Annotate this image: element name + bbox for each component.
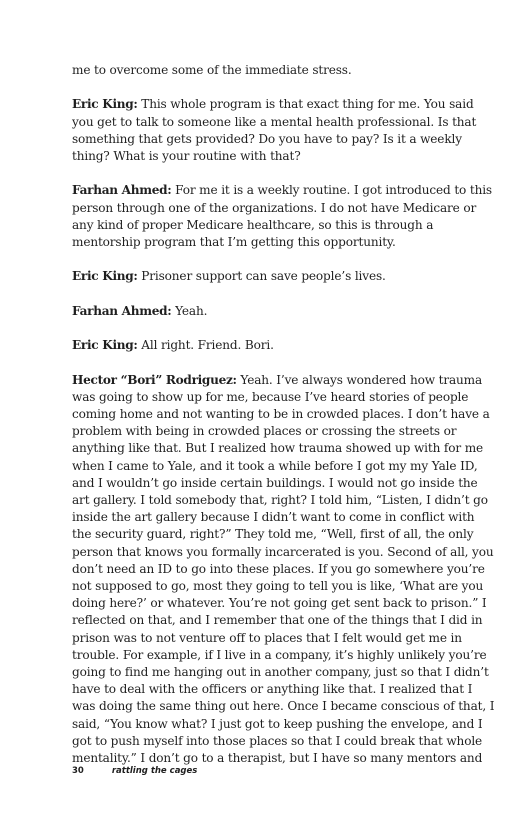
running-title: rattling the cages — [111, 766, 198, 776]
paragraph-farhan-ahmed-1 — [72, 182, 496, 251]
speaker-name: Farhan Ahmed: — [72, 303, 172, 318]
paragraph-text: Prisoner support can save people’s lives. — [137, 269, 386, 284]
speaker-name: Eric King: — [72, 97, 138, 112]
paragraph-hector-rodriguez — [72, 372, 496, 768]
paragraph-text: All right. Friend. Bori. — [137, 338, 274, 353]
paragraph-text: Yeah. — [171, 303, 208, 318]
body-text — [72, 62, 496, 784]
paragraph-text: me to overcome some of the immediate stress. — [72, 63, 352, 77]
paragraph-text: For me it is a weekly routine. I got introduced to this person through one of the organizations. I do not have Medicare or any kind of proper Medicare healthcare, so this is through a mentorship program that I’m getting this opportunity. — [72, 183, 492, 249]
paragraph-continuation — [72, 62, 496, 79]
speaker-name: Eric King: — [72, 269, 138, 284]
speaker-name: Eric King: — [72, 338, 138, 353]
page-number: 30 — [72, 766, 84, 776]
paragraph-eric-king-3 — [72, 337, 496, 354]
paragraph-text: Yeah. I’ve always wondered how trauma was going to show up for me, because I’ve heard stories of people coming home and not wanting to be in crowded places. I don’t have a problem with being in crowded places or crossing the streets or anything like that. But I realized how trauma showed up with for me when I came to Yale, and it took a while before I got my my Yale ID, and I wouldn’t go inside certain buildings. I would not go inside the art gallery. I told somebody that, right? I told him, “Listen, I didn’t go inside the art gallery because I didn’t want to come in conflict with the security guard, right?” They told me, “Well, first of all, the only person that knows you formally incarcerated is you. Second of all, you don’t need an ID to go into these places. If you go somewhere you’re not supposed to go, most they going to tell you is like, ‘What are you doing here?’ or whatever. You’re not going get sent back to prison.” I reflected on that, and I remember that one of the things that I did in prison was to not venture off to places that I felt would get me in trouble. For example, if I live in a company, it’s highly unlikely you’re going to find me hanging out in another company, just so that I didn’t have to deal with the officers or anything like that. I realized that I was doing the same thing out here. Once I became conscious of that, I said, “You know what? I just got to keep pushing the envelope, and I got to push myself into those places so that I could break that whole mentality.” I don’t go to a therapist, but I have so many mentors and — [72, 372, 495, 766]
paragraph-farhan-ahmed-2 — [72, 303, 496, 320]
paragraph-eric-king-1 — [72, 96, 496, 165]
speaker-name: Hector “Bori” Rodriguez: — [72, 372, 237, 387]
paragraph-text: This whole program is that exact thing for me. You said you get to talk to someone like a mental health professional. Is that something that gets provided? Do you have to pay? Is it a weekly thing? What is your routine with that? — [72, 97, 477, 163]
speaker-name: Farhan Ahmed: — [72, 183, 172, 198]
paragraph-eric-king-2 — [72, 268, 496, 285]
page-footer — [72, 766, 197, 776]
